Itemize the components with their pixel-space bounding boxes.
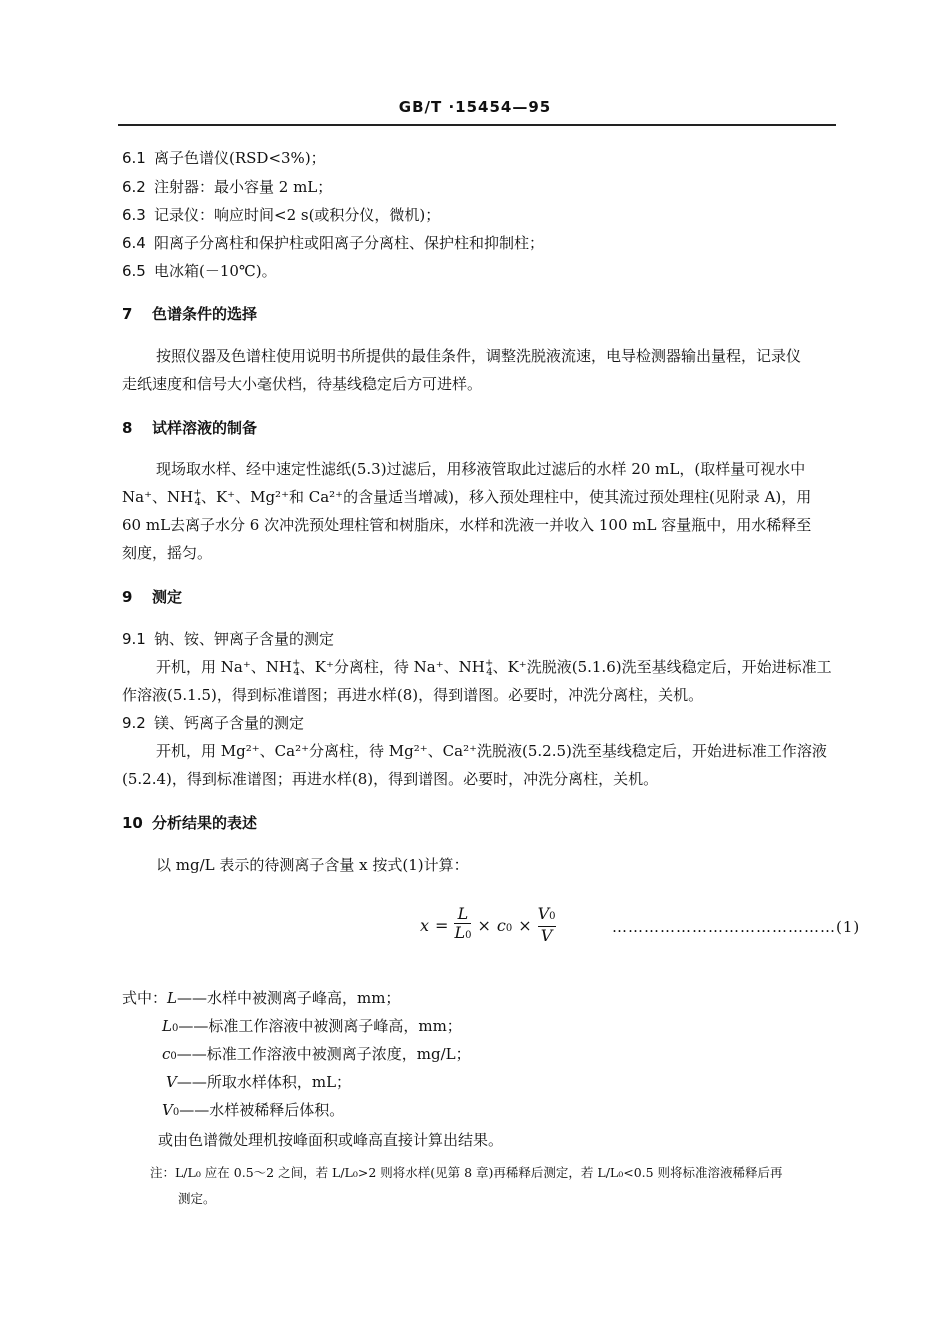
section-10-intro: 以 mg/L 表示的待测离子含量 x 按式(1)计算： <box>156 856 469 874</box>
section-9-1-line-1: 开机，用 Na⁺、$NH^+_4$、K⁺分离柱，待 Na⁺、$NH^+_4$、K⁺洗脱液(5.1.6)洗至基线稳定后，开始进标准工 <box>156 658 832 678</box>
standard-header: GB/T ·15454—95 <box>398 98 552 116</box>
section-8-line-2: Na⁺、$NH^+_4$、K⁺、Mg²⁺和 Ca²⁺的含量适当增减)，移入预处理柱中，使其流过预处理柱(见附录 A)，用 <box>122 488 812 508</box>
section-8-line-3: 60 mL去离子水分 6 次冲洗预处理柱管和树脂床，水样和洗液一并收入 100 mL 容量瓶中，用水稀释至 <box>122 516 812 534</box>
definition-v0: V0——水样被稀释后体积。 <box>162 1101 345 1119</box>
section-8-heading: 8 试样溶液的制备 <box>122 419 258 437</box>
item-6-2: 6.2 注射器：最小容量 2 mL； <box>122 178 333 196</box>
section-8-line-4: 刻度，摇匀。 <box>122 544 213 562</box>
section-10-heading: 10 分析结果的表述 <box>122 814 258 832</box>
section-9-2-heading: 9.2 镁、钙离子含量的测定 <box>122 714 305 732</box>
item-6-4: 6.4 阳离子分离柱和保护柱或阳离子分离柱、保护柱和抑制柱； <box>122 234 545 252</box>
definition-l0: L0——标准工作溶液中被测离子峰高，mm； <box>162 1017 462 1035</box>
definition-after: 或由色谱微处理机按峰面积或峰高直接计算出结果。 <box>158 1131 504 1149</box>
definition-c0: c0——标准工作溶液中被测离子浓度，mg/L； <box>162 1045 471 1063</box>
definition-lead: 式中：L——水样中被测离子峰高，mm； <box>122 989 401 1007</box>
section-9-1-heading: 9.1 钠、铵、钾离子含量的测定 <box>122 630 335 648</box>
note-line-2: 测定。 <box>178 1191 216 1206</box>
fraction-v0-over-v: $\frac{V0}{V}$ <box>537 904 556 945</box>
section-8-line-1: 现场取水样、经中速定性滤纸(5.3)过滤后，用移液管取此过滤后的水样 20 mL，(取样量可视水中 <box>156 460 806 478</box>
formula-number: ……………………………………(1) <box>612 918 861 936</box>
header-rule <box>118 124 836 126</box>
item-6-5: 6.5 电冰箱(－10℃)。 <box>122 262 277 280</box>
section-7-heading: 7 色谱条件的选择 <box>122 305 258 323</box>
note-line-1: 注：L/L₀ 应在 0.5～2 之间，若 L/L₀>2 则将水样(见第 8 章)再稀释后测定，若 L/L₀<0.5 则将标准溶液稀释后再 <box>150 1165 783 1180</box>
formula-1: x = $\frac{L}{L0}$ × c0 × $\frac{V0}{V}$ <box>420 904 556 945</box>
item-6-3: 6.3 记录仪：响应时间<2 s(或积分仪，微机)； <box>122 206 441 224</box>
definition-v: V——所取水样体积，mL； <box>166 1073 352 1091</box>
section-7-line-1: 按照仪器及色谱柱使用说明书所提供的最佳条件，调整洗脱液流速，电导检测器输出量程，记录仪 <box>156 347 802 365</box>
section-9-1-line-2: 作溶液(5.1.5)，得到标准谱图；再进水样(8)，得到谱图。必要时，冲洗分离柱，关机。 <box>122 686 704 704</box>
section-9-2-line-1: 开机，用 Mg²⁺、Ca²⁺分离柱，待 Mg²⁺、Ca²⁺洗脱液(5.2.5)洗至基线稳定后，开始进标准工作溶液 <box>156 742 827 760</box>
section-7-line-2: 走纸速度和信号大小毫伏档，待基线稳定后方可进样。 <box>122 375 483 393</box>
fraction-l-over-l0: $\frac{L}{L0}$ <box>454 904 472 942</box>
section-9-2-line-2: (5.2.4)，得到标准谱图；再进水样(8)，得到谱图。必要时，冲洗分离柱，关机。 <box>122 770 659 788</box>
item-6-1: 6.1 离子色谱仪(RSD<3%)； <box>122 149 326 167</box>
section-9-heading: 9 测定 <box>122 588 183 606</box>
